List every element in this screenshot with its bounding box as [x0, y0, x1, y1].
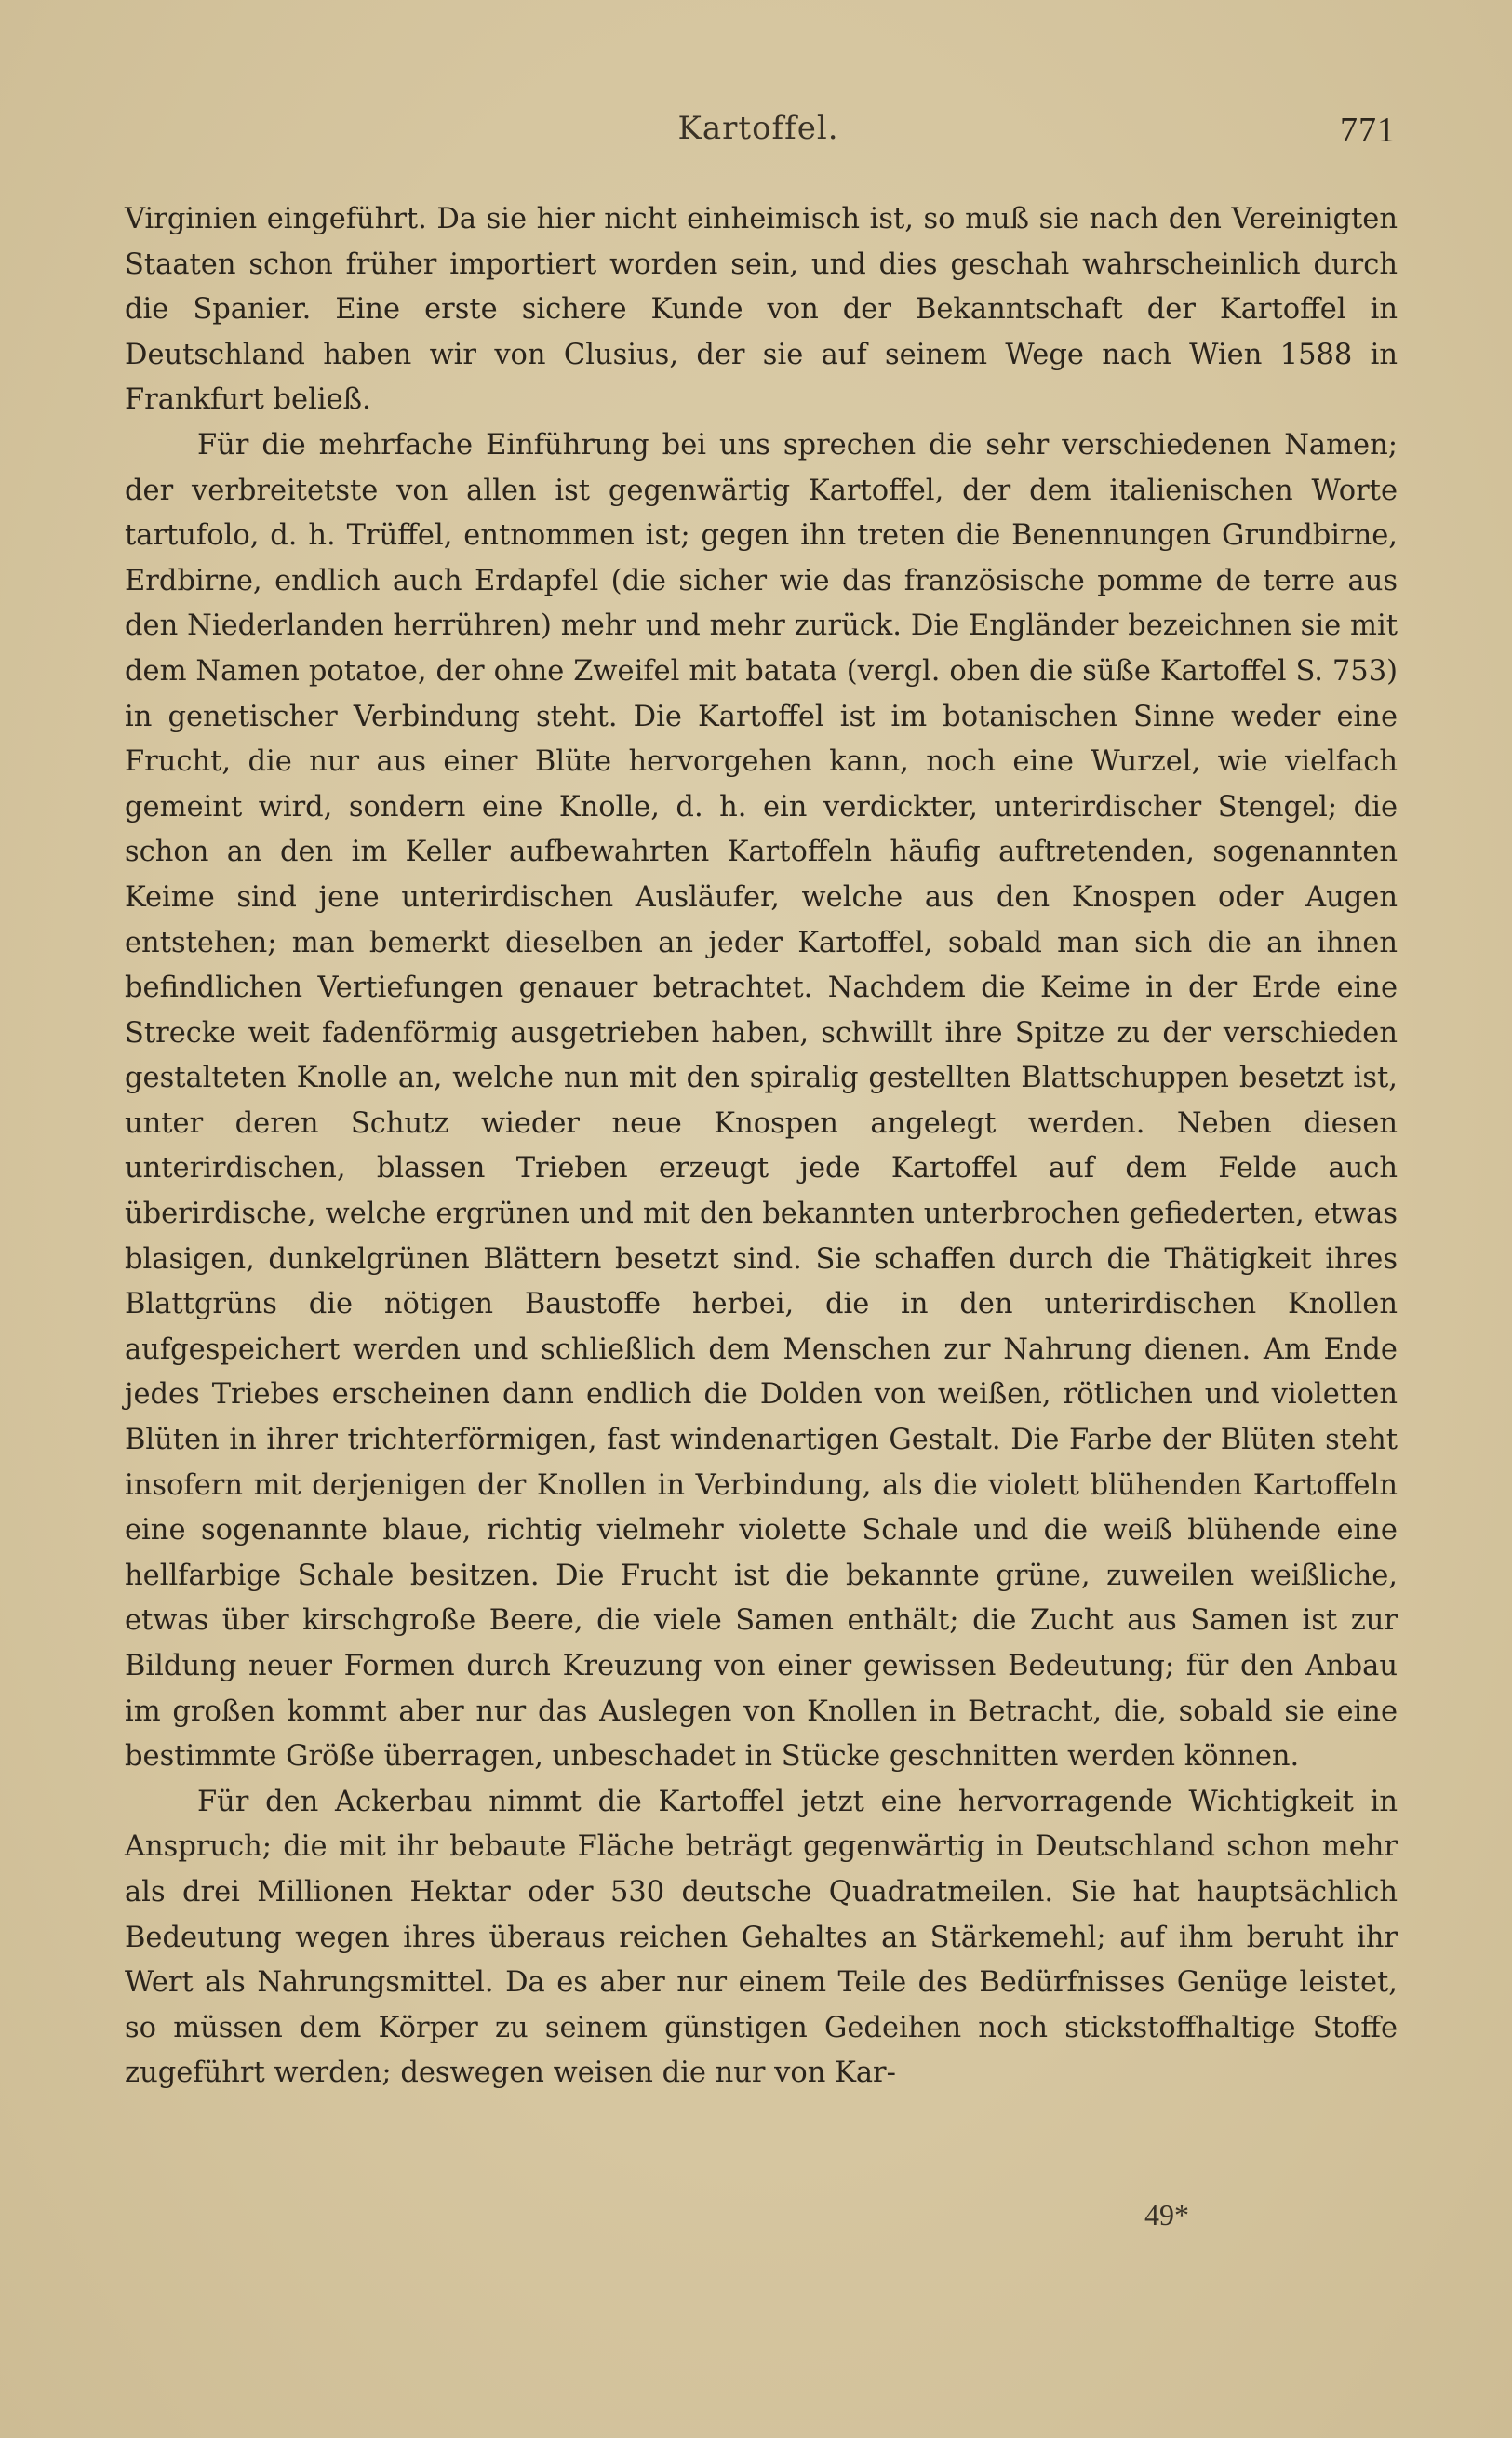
paragraph-1: Virginien eingeführt. Da sie hier nicht einheimisch ist, so muß sie nach den Vereinigten Staaten schon früher importiert worden sein, und dies geschah wahrscheinlich durch die Spanier. Eine erste sichere Kunde von der Bekanntschaft der Kartoffel in Deutschland haben wir von Clusius, der sie auf seinem Wege nach Wien 1588 in Frankfurt beließ.	[125, 203, 1398, 417]
paragraph-3: Für den Ackerbau nimmt die Kartoffel jetzt eine hervorragende Wichtigkeit in Anspruch; die mit ihr bebaute Fläche beträgt gegenwärtig in Deutschland schon mehr als drei Millionen Hektar oder 530 deutsche Quadratmeilen. Sie hat hauptsächlich Bedeutung wegen ihres überaus reichen Gehaltes an Stärkemehl; auf ihm beruht ihr Wert als Nahrungsmittel. Da es aber nur einem Teile des Bedürfnisses Genüge leistet, so müssen dem Körper zu seinem günstigen Gedeihen noch stickstoffhaltige Stoffe zugeführt werden; deswegen weisen die nur von Kar-	[125, 1785, 1398, 2090]
paragraph-2: Für die mehrfache Einführung bei uns sprechen die sehr verschiedenen Namen; der verbreitetste von allen ist gegenwärtig Kartoffel, der dem italienischen Worte tartufolo, d. h. Trüffel, entnommen ist; gegen ihn treten die Benennungen Grundbirne, Erdbirne, endlich auch Erdapfel (die sicher wie das französische pomme de terre aus den Niederlanden herrühren) mehr und mehr zurück. Die Engländer bezeichnen sie mit dem Namen potatoe, der ohne Zweifel mit batata (vergl. oben die süße Kartoffel S. 753) in genetischer Verbindung steht. Die Kartoffel ist im botanischen Sinne weder eine Frucht, die nur aus einer Blüte hervorgehen kann, noch eine Wurzel, wie vielfach gemeint wird, sondern eine Knolle, d. h. ein verdickter, unterirdischer Stengel; die schon an den im Keller aufbewahrten Kartoffeln häufig auftretenden, sogenannten Keime sind jene unterirdischen Ausläufer, welche aus den Knospen oder Augen entstehen; man bemerkt dieselben an jeder Kartoffel, sobald man sich die an ihnen befindlichen Vertiefungen genauer betrachtet. Nachdem die Keime in der Erde eine Strecke weit fadenförmig ausgetrieben haben, schwillt ihre Spitze zu der verschieden gestalteten Knolle an, welche nun mit den spiralig gestellten Blattschuppen besetzt ist, unter deren Schutz wieder neue Knospen angelegt werden. Neben diesen unterirdischen, blassen Trieben erzeugt jede Kartoffel auf dem Felde auch überirdische, welche ergrünen und mit den bekannten unterbrochen gefiederten, etwas blasigen, dunkelgrünen Blättern besetzt sind. Sie schaffen durch die Thätigkeit ihres Blattgrüns die nötigen Baustoffe herbei, die in den unterirdischen Knollen aufgespeichert werden und schließlich dem Menschen zur Nahrung dienen. Am Ende jedes Triebes erscheinen dann endlich die Dolden von weißen, rötlichen und violetten Blüten in ihrer trichterförmigen, fast windenartigen Gestalt. Die Farbe der Blüten steht insofern mit derjenigen der Knollen in Verbindung, als die violett blühenden Kartoffeln eine sogenannte blaue, richtig vielmehr violette Schale und die weiß blühende eine hellfarbige Schale besitzen. Die Frucht ist die bekannte grüne, zuweilen weißliche, etwas über kirschgroße Beere, die viele Samen enthält; die Zucht aus Samen ist zur Bildung neuer Formen durch Kreuzung von einer gewissen Bedeutung; für den Anbau im großen kommt aber nur das Auslegen von Knollen in Betracht, die, sobald sie eine bestimmte Größe überragen, unbeschadet in Stücke geschnitten werden können.	[125, 428, 1398, 1774]
printer-signature-mark: 49*	[1144, 2198, 1189, 2231]
running-head: Kartoffel.	[677, 110, 839, 147]
page-number: 771	[1340, 111, 1396, 150]
page-header	[121, 110, 1396, 166]
body-text	[125, 197, 1398, 2096]
